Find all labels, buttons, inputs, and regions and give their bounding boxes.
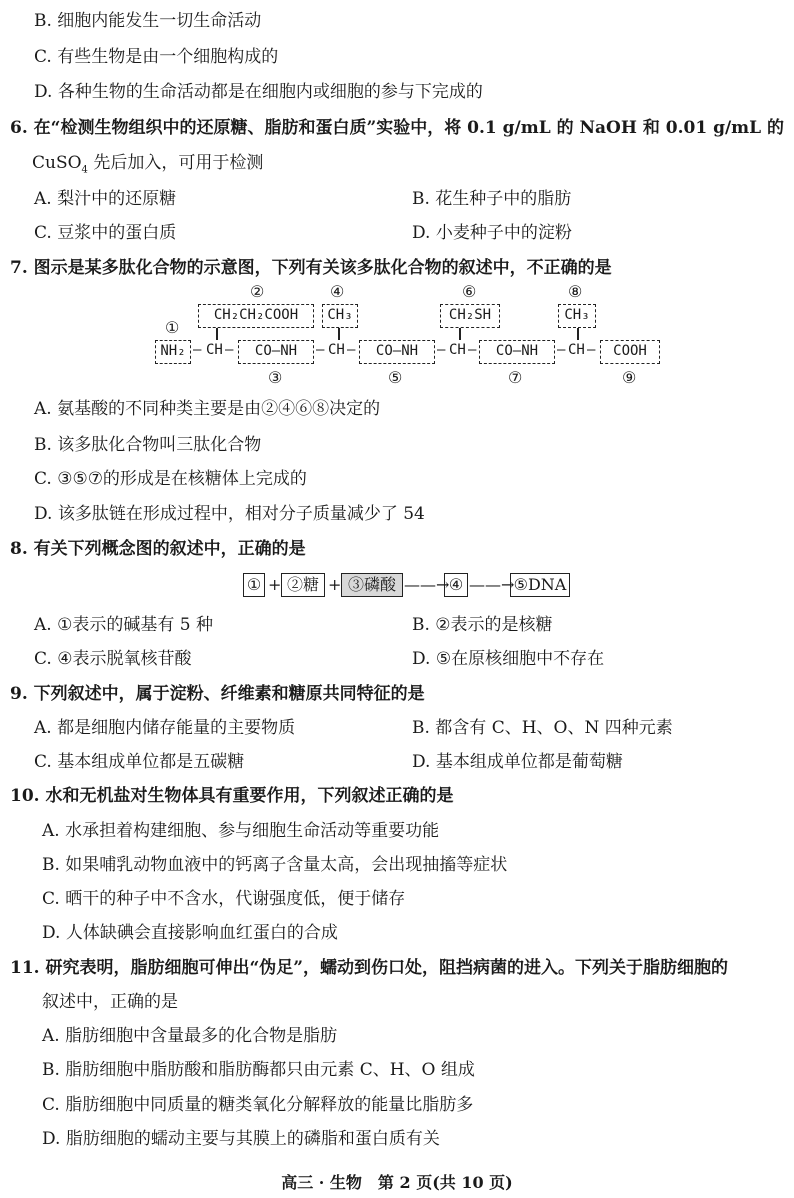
q6-option-c: C. 豆浆中的蛋白质: [34, 223, 177, 243]
q8-option-c: C. ④表示脱氧核苷酸: [34, 649, 192, 669]
bond: —: [347, 342, 356, 358]
peptide-bond-box-3: CO—NH: [238, 340, 314, 364]
plus-sign: +: [268, 575, 282, 594]
q7-stem: 7. 图示是某多肽化合物的示意图，下列有关该多肽化合物的叙述中，不正确的是: [10, 258, 612, 278]
q9-option-a: A. 都是细胞内储存能量的主要物质: [34, 718, 296, 738]
q11-stem-line1: 11. 研究表明，脂肪细胞可伸出“伪足”，蠕动到伤口处，阻挡病菌的进入。下列关于脂肪细胞的: [10, 958, 729, 978]
q6-stem-line1: 6. 在“检测生物组织中的还原糖、脂肪和蛋白质”实验中，将 0.1 g/mL 的 NaOH 和 0.01 g/mL 的: [10, 118, 785, 138]
q9-stem: 9. 下列叙述中，属于淀粉、纤维素和糖原共同特征的是: [10, 684, 425, 704]
concept-box-3: ③磷酸: [341, 573, 403, 597]
label-3: ③: [268, 368, 283, 387]
q6-option-b: B. 花生种子中的脂肪: [412, 189, 572, 209]
q7-option-b: B. 该多肽化合物叫三肽化合物: [34, 435, 262, 455]
peptide-bond-box-5: CO—NH: [359, 340, 435, 364]
concept-box-2: ②糖: [281, 573, 325, 597]
label-1: ①: [165, 318, 180, 337]
carboxyl-box-9: COOH: [600, 340, 660, 364]
q10-stem: 10. 水和无机盐对生物体具有重要作用，下列叙述正确的是: [10, 786, 454, 806]
arrow: ——→: [469, 575, 515, 594]
plus-sign: +: [328, 575, 342, 594]
q10-option-d: D. 人体缺碘会直接影响血红蛋白的合成: [42, 923, 338, 943]
amino-group-box: NH₂: [155, 340, 191, 364]
peptide-bond-box-7: CO—NH: [479, 340, 555, 364]
q10-option-a: A. 水承担着构建细胞、参与细胞生命活动等重要功能: [42, 821, 440, 841]
q11-option-d: D. 脂肪细胞的蠕动主要与其膜上的磷脂和蛋白质有关: [42, 1129, 440, 1149]
r-group-box-6: CH₂SH: [440, 304, 500, 328]
q8-option-b: B. ②表示的是核糖: [412, 615, 553, 635]
concept-box-4: ④: [444, 573, 468, 597]
q11-option-b: B. 脂肪细胞中脂肪酸和脂肪酶都只由元素 C、H、O 组成: [42, 1060, 475, 1080]
q7-option-d: D. 该多肽链在形成过程中，相对分子质量减少了 54: [34, 504, 425, 524]
q7-option-c: C. ③⑤⑦的形成是在核糖体上完成的: [34, 469, 307, 489]
alpha-carbon: CH: [206, 342, 223, 358]
q6-stem-line2: CuSO$_4$ 先后加入，可用于检测: [32, 153, 264, 176]
q11-option-c: C. 脂肪细胞中同质量的糖类氧化分解释放的能量比脂肪多: [42, 1095, 474, 1115]
label-8: ⑧: [568, 282, 583, 301]
r-group-box-4: CH₃: [322, 304, 358, 328]
label-7: ⑦: [508, 368, 523, 387]
q10-option-c: C. 晒干的种子中不含水，代谢强度低，便于储存: [42, 889, 406, 909]
concept-box-1: ①: [243, 573, 265, 597]
label-5: ⑤: [388, 368, 403, 387]
q9-option-d: D. 基本组成单位都是葡萄糖: [412, 752, 623, 772]
bond: —: [316, 342, 325, 358]
concept-box-5: ⑤DNA: [510, 573, 570, 597]
label-2: ②: [250, 282, 265, 301]
r-group-box-8: CH₃: [558, 304, 596, 328]
q8-option-d: D. ⑤在原核细胞中不存在: [412, 649, 605, 669]
concept-map: [0, 573, 794, 601]
label-4: ④: [330, 282, 345, 301]
q5-option-d: D. 各种生物的生命活动都是在细胞内或细胞的参与下完成的: [34, 82, 483, 102]
q8-option-a: A. ①表示的碱基有 5 种: [34, 615, 213, 635]
page-footer: 高三 · 生物 第 2 页(共 10 页): [281, 1173, 513, 1192]
q8-stem: 8. 有关下列概念图的叙述中，正确的是: [10, 539, 306, 559]
arrow: ——→: [404, 575, 450, 594]
bond: —: [225, 342, 234, 358]
alpha-carbon: CH: [449, 342, 466, 358]
vertical-bond: [459, 328, 461, 340]
vertical-bond: [338, 328, 340, 340]
bond: —: [557, 342, 566, 358]
q11-stem-line2: 叙述中，正确的是: [42, 992, 178, 1012]
q5-option-c: C. 有些生物是由一个细胞构成的: [34, 47, 279, 67]
r-group-box-2: CH₂CH₂COOH: [198, 304, 314, 328]
q6-option-d: D. 小麦种子中的淀粉: [412, 223, 572, 243]
q10-option-b: B. 如果哺乳动物血液中的钙离子含量太高，会出现抽搐等症状: [42, 855, 508, 875]
label-9: ⑨: [622, 368, 637, 387]
q5-option-b: B. 细胞内能发生一切生命活动: [34, 11, 262, 31]
vertical-bond: [577, 328, 579, 340]
bond: —: [468, 342, 477, 358]
q7-option-a: A. 氨基酸的不同种类主要是由②④⑥⑧决定的: [34, 399, 381, 419]
q9-option-c: C. 基本组成单位都是五碳糖: [34, 752, 245, 772]
vertical-bond: [216, 328, 218, 340]
bond: —: [437, 342, 446, 358]
bond: —: [193, 342, 202, 358]
polypeptide-diagram: [0, 282, 794, 392]
alpha-carbon: CH: [568, 342, 585, 358]
q11-option-a: A. 脂肪细胞中含量最多的化合物是脂肪: [42, 1026, 338, 1046]
alpha-carbon: CH: [328, 342, 345, 358]
bond: —: [587, 342, 596, 358]
q9-option-b: B. 都含有 C、H、O、N 四种元素: [412, 718, 673, 738]
label-6: ⑥: [462, 282, 477, 301]
q6-option-a: A. 梨汁中的还原糖: [34, 189, 177, 209]
